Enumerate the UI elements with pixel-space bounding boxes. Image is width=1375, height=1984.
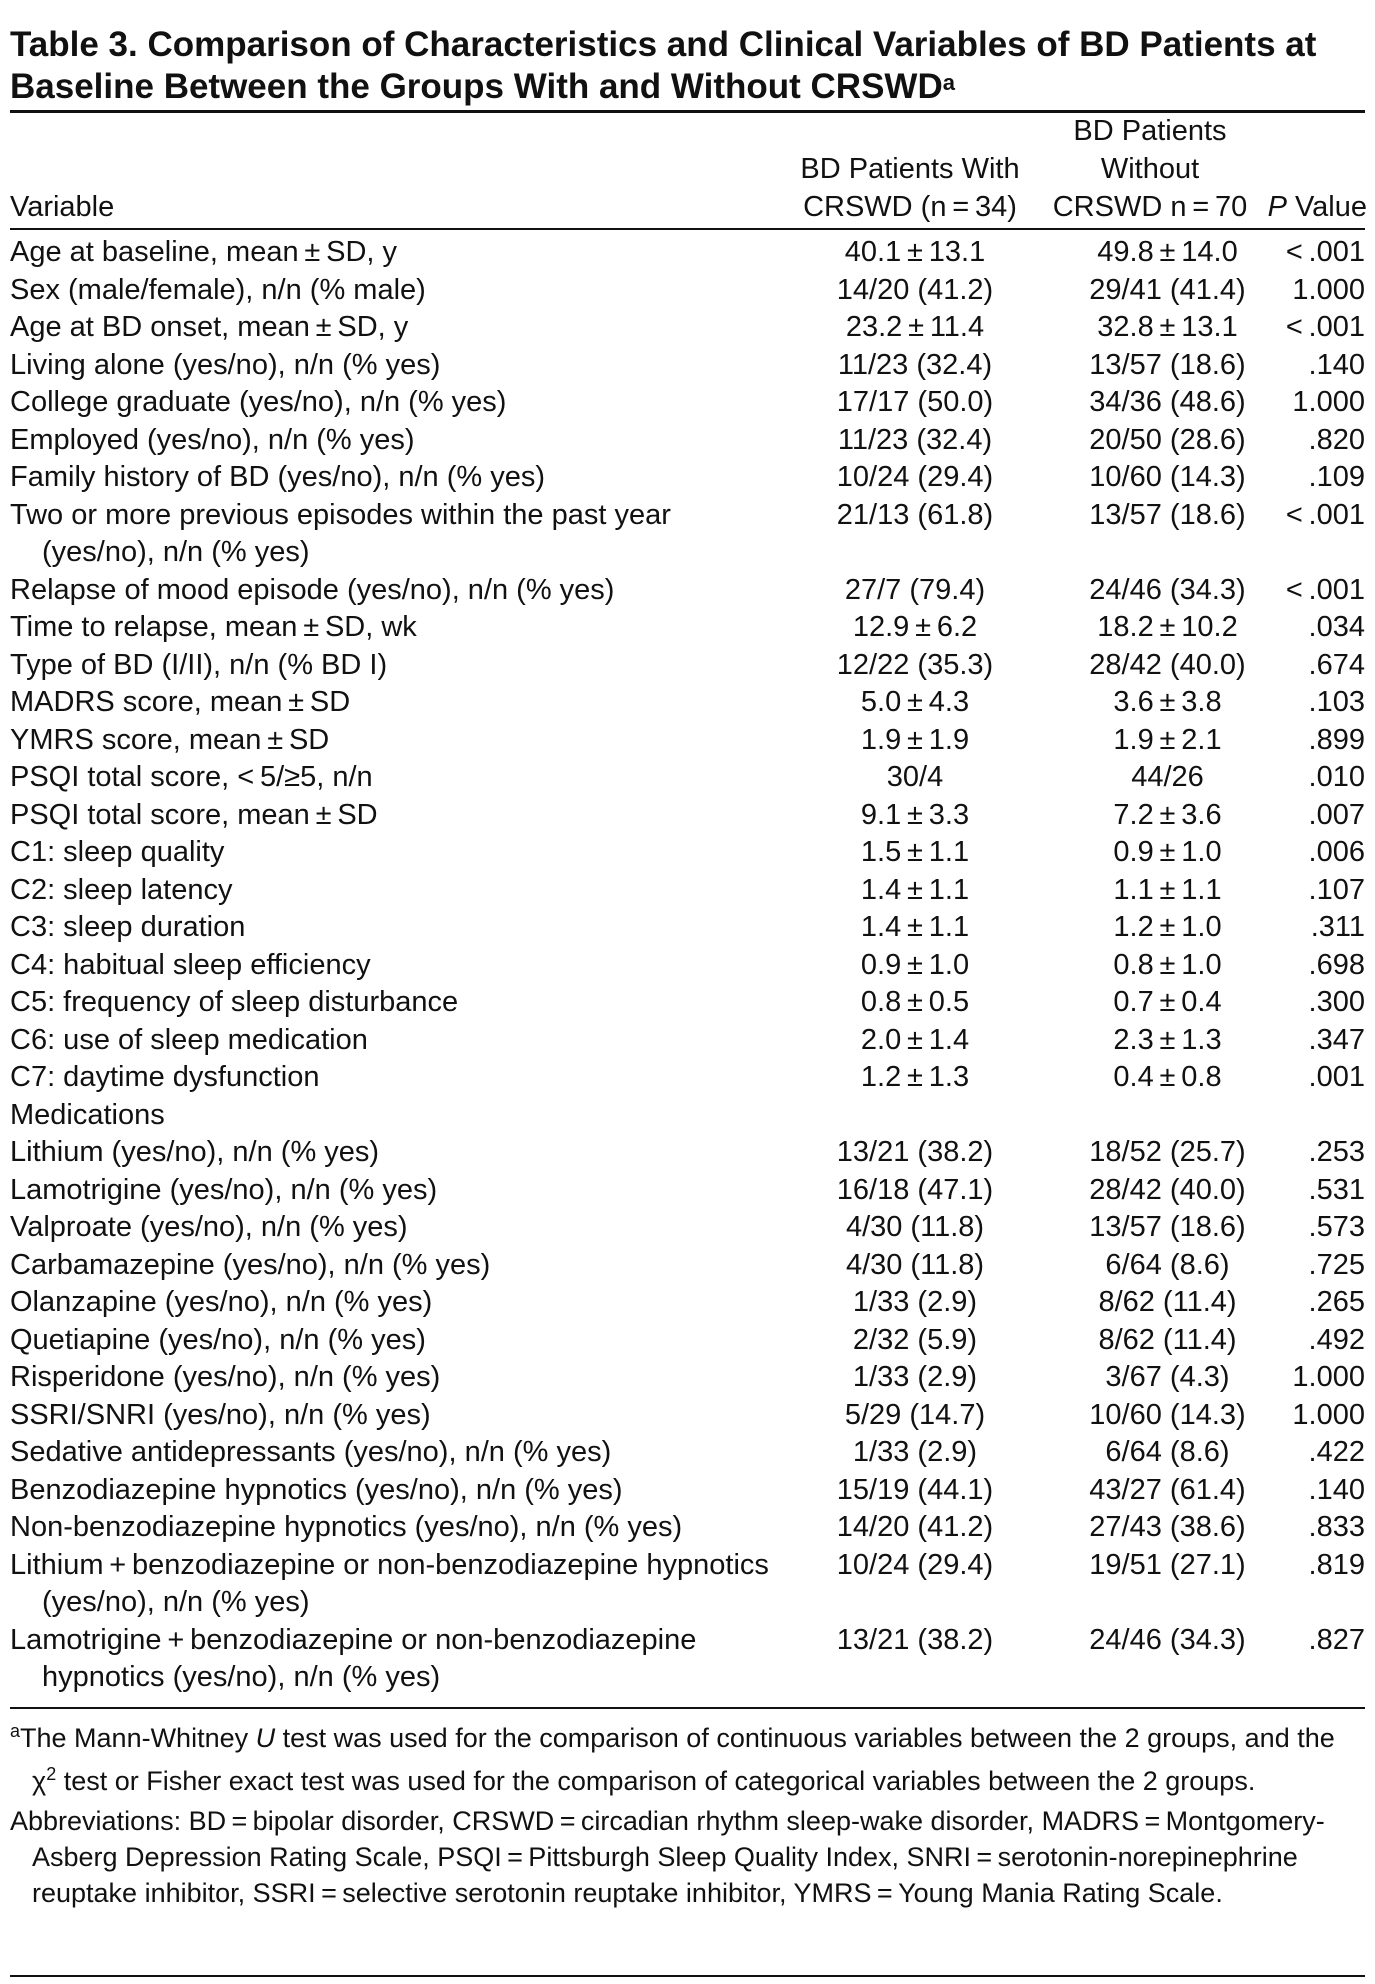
variable-label: C3: sleep duration xyxy=(10,911,246,943)
with-crswd-cell: 1/33 (2.9) xyxy=(852,1436,978,1468)
without-crswd-cell: 13/57 (18.6) xyxy=(1089,1211,1246,1243)
variable-cell xyxy=(10,1059,770,1097)
table-row xyxy=(10,272,1365,310)
without-crswd-cell: 10/60 (14.3) xyxy=(1089,1398,1246,1431)
table-row xyxy=(10,647,1365,685)
variable-cell xyxy=(10,1434,770,1472)
p-value-cell: .698 xyxy=(1308,948,1365,981)
p-value-cell: < .001 xyxy=(1285,573,1365,606)
header-p-value xyxy=(1262,188,1367,226)
without-crswd-cell: 10/60 (14.3) xyxy=(1089,461,1246,493)
with-crswd-cell: 27/7 (79.4) xyxy=(844,573,986,606)
with-crswd-cell: 14/20 (41.2) xyxy=(836,273,994,306)
p-value-cell: .034 xyxy=(1308,611,1365,643)
variable-label: C7: daytime dysfunction xyxy=(10,1061,320,1093)
with-crswd-cell: 4/30 (11.8) xyxy=(845,1211,985,1243)
variable-label: Age at baseline, mean ± SD, y xyxy=(10,236,398,268)
with-crswd-cell: 13/21 (38.2) xyxy=(836,1623,994,1656)
table-row xyxy=(10,1097,1365,1135)
variable-cell xyxy=(10,722,770,760)
variable-label: C2: sleep latency xyxy=(10,873,233,906)
table-row xyxy=(10,909,1365,947)
variable-cell xyxy=(10,234,770,272)
footnote-a-mark: a xyxy=(10,1721,21,1741)
p-value-cell: .311 xyxy=(1310,911,1365,943)
variable-label: Benzodiazepine hypnotics (yes/no), n/n (% yes) xyxy=(10,1473,623,1506)
with-crswd-cell: 10/24 (29.4) xyxy=(836,461,994,493)
variable-label: Lamotrigine + benzodiazepine or non-benzodiazepine hypnotics (yes/no), n/n (% yes) xyxy=(10,1623,697,1693)
p-value-cell: .725 xyxy=(1308,1248,1365,1281)
with-crswd-cell: 1/33 (2.9) xyxy=(852,1361,978,1393)
table-row xyxy=(10,984,1365,1022)
footnote-abbreviations: Abbreviations: BD = bipolar disorder, CRSWD = circadian rhythm sleep-wake disorder, MADRS = Montgomery-Asberg Depression Rating Scale, PSQI = Pittsburgh Sleep Quality Index, SNRI = serotonin-norepinephrine reuptake inhibitor, SSRI = selective serotonin reuptake inhibitor, YMRS = Young Mania Rating Scale. xyxy=(10,1806,1325,1908)
variable-cell xyxy=(10,572,770,610)
table-title-line2 xyxy=(10,66,1360,108)
variable-cell xyxy=(10,1547,770,1622)
variable-cell xyxy=(10,1247,770,1285)
without-crswd-cell: 7.2 ± 3.6 xyxy=(1113,798,1222,831)
variable-label: PSQI total score, < 5/≥5, n/n xyxy=(10,761,373,793)
table-row xyxy=(10,797,1365,835)
without-crswd-cell: 18/52 (25.7) xyxy=(1089,1136,1246,1168)
variable-cell xyxy=(10,872,770,910)
variable-cell xyxy=(10,834,770,872)
variable-label: Lamotrigine (yes/no), n/n (% yes) xyxy=(10,1173,438,1206)
variable-cell xyxy=(10,1509,770,1547)
variable-label: Medications xyxy=(10,1098,165,1131)
without-crswd-cell: 3.6 ± 3.8 xyxy=(1113,686,1222,718)
variable-cell xyxy=(10,609,770,647)
with-crswd-cell: 23.2 ± 11.4 xyxy=(845,311,985,343)
without-crswd-cell: 28/42 (40.0) xyxy=(1089,648,1246,681)
variable-cell xyxy=(10,422,770,460)
without-crswd-cell: 43/27 (61.4) xyxy=(1089,1473,1246,1506)
bottom-rule xyxy=(10,1707,1365,1709)
without-crswd-cell: 32.8 ± 13.1 xyxy=(1097,311,1238,343)
p-value-cell: 1.000 xyxy=(1292,386,1365,418)
p-value-cell: .820 xyxy=(1308,423,1365,456)
variable-cell xyxy=(10,759,770,797)
p-value-cell: .107 xyxy=(1308,873,1365,906)
without-crswd-cell: 13/57 (18.6) xyxy=(1089,348,1246,381)
table-title-footnote-mark: a xyxy=(942,70,955,95)
variable-cell xyxy=(10,384,770,422)
variable-cell xyxy=(10,1284,770,1322)
without-crswd-cell: 49.8 ± 14.0 xyxy=(1097,236,1238,268)
with-crswd-cell: 16/18 (47.1) xyxy=(836,1173,994,1206)
with-crswd-cell xyxy=(770,1097,1060,1135)
p-value-cell: .109 xyxy=(1308,461,1365,493)
p-value-cell: .140 xyxy=(1308,348,1365,381)
footnote-a xyxy=(10,1713,1360,1799)
variable-cell xyxy=(10,947,770,985)
table-row xyxy=(10,1434,1365,1472)
table-row xyxy=(10,497,1365,572)
without-crswd-cell: 24/46 (34.3) xyxy=(1089,573,1246,606)
without-crswd-cell: 24/46 (34.3) xyxy=(1089,1623,1246,1656)
table-row xyxy=(10,1622,1365,1697)
with-crswd-cell: 5.0 ± 4.3 xyxy=(860,686,970,718)
p-value-cell: .819 xyxy=(1308,1548,1365,1581)
variable-label: Risperidone (yes/no), n/n (% yes) xyxy=(10,1361,441,1393)
with-crswd-cell: 17/17 (50.0) xyxy=(836,386,994,418)
table-row xyxy=(10,684,1365,722)
variable-cell xyxy=(10,1097,770,1135)
variable-label: C1: sleep quality xyxy=(10,836,225,868)
with-crswd-cell: 15/19 (44.1) xyxy=(836,1473,994,1506)
table-row xyxy=(10,834,1365,872)
p-value-cell: 1.000 xyxy=(1292,1361,1365,1393)
without-crswd-cell: 29/41 (41.4) xyxy=(1089,273,1246,306)
with-crswd-cell: 40.1 ± 13.1 xyxy=(844,236,986,268)
variable-cell xyxy=(10,1022,770,1060)
footnotes xyxy=(10,1713,1360,1915)
header-p-rest: Value xyxy=(1286,191,1367,223)
p-value-cell: .007 xyxy=(1308,798,1365,831)
p-value-cell: < .001 xyxy=(1285,311,1365,343)
variable-label: Sedative antidepressants (yes/no), n/n (% yes) xyxy=(10,1436,612,1468)
with-crswd-cell: 11/23 (32.4) xyxy=(837,423,993,456)
table-row xyxy=(10,609,1365,647)
without-crswd-cell: 20/50 (28.6) xyxy=(1089,423,1246,456)
without-crswd-cell: 8/62 (11.4) xyxy=(1098,1323,1237,1356)
table-row xyxy=(10,1059,1365,1097)
header-with-line1: BD Patients With xyxy=(800,153,1020,185)
header-with-crswd xyxy=(760,150,1060,226)
p-value-cell: < .001 xyxy=(1285,498,1365,531)
p-value-cell: .899 xyxy=(1308,723,1365,756)
variable-label: Lithium + benzodiazepine or non-benzodiazepine hypnotics (yes/no), n/n (% yes) xyxy=(10,1548,769,1618)
variable-cell xyxy=(10,272,770,310)
variable-label: PSQI total score, mean ± SD xyxy=(10,798,378,831)
variable-cell xyxy=(10,1134,770,1172)
without-crswd-cell: 0.7 ± 0.4 xyxy=(1113,986,1222,1018)
table-title-line1: Table 3. Comparison of Characteristics and Clinical Variables of BD Patients at xyxy=(10,25,1317,64)
with-crswd-cell: 9.1 ± 3.3 xyxy=(860,798,970,831)
without-crswd-cell: 0.8 ± 1.0 xyxy=(1113,948,1222,981)
table-row xyxy=(10,722,1365,760)
with-crswd-cell: 1.4 ± 1.1 xyxy=(860,911,970,943)
variable-label: Family history of BD (yes/no), n/n (% yes) xyxy=(10,461,546,493)
variable-cell xyxy=(10,797,770,835)
with-crswd-cell: 12/22 (35.3) xyxy=(836,648,994,681)
footnote-a-u: U xyxy=(255,1723,276,1753)
variable-cell xyxy=(10,497,770,572)
with-crswd-cell: 4/30 (11.8) xyxy=(845,1248,985,1281)
without-crswd-cell: 0.9 ± 1.0 xyxy=(1113,836,1222,868)
variable-cell xyxy=(10,1172,770,1210)
variable-label: Carbamazepine (yes/no), n/n (% yes) xyxy=(10,1248,491,1281)
p-value-cell: 1.000 xyxy=(1292,273,1365,306)
variable-label: Time to relapse, mean ± SD, wk xyxy=(10,611,417,643)
without-crswd-cell: 2.3 ± 1.3 xyxy=(1113,1023,1222,1056)
table-row xyxy=(10,384,1365,422)
table-row xyxy=(10,1359,1365,1397)
header-with-line2: CRSWD (n = 34) xyxy=(803,191,1017,223)
variable-label: SSRI/SNRI (yes/no), n/n (% yes) xyxy=(10,1398,431,1431)
variable-cell xyxy=(10,1472,770,1510)
with-crswd-cell: 11/23 (32.4) xyxy=(837,348,993,381)
table-row xyxy=(10,422,1365,460)
variable-cell xyxy=(10,684,770,722)
header-without-line3: CRSWD n = 70 xyxy=(1052,191,1248,223)
p-value-cell: .300 xyxy=(1308,986,1365,1018)
table-row xyxy=(10,347,1365,385)
without-crswd-cell: 13/57 (18.6) xyxy=(1089,498,1246,531)
variable-label: Relapse of mood episode (yes/no), n/n (% yes) xyxy=(10,573,615,606)
table-title xyxy=(10,24,1360,108)
without-crswd-cell xyxy=(1060,1097,1275,1135)
variable-label: Employed (yes/no), n/n (% yes) xyxy=(10,423,415,456)
header-p-italic: P xyxy=(1267,191,1287,223)
footnote-a-text3: test or Fisher exact test was used for the comparison of categorical variables between the 2 groups. xyxy=(56,1766,1256,1796)
variable-cell xyxy=(10,984,770,1022)
table-row xyxy=(10,459,1365,497)
header-without-crswd xyxy=(1035,112,1265,226)
with-crswd-cell: 1.4 ± 1.1 xyxy=(860,873,970,906)
table-row xyxy=(10,1134,1365,1172)
variable-cell xyxy=(10,309,770,347)
without-crswd-cell: 34/36 (48.6) xyxy=(1089,386,1246,418)
variable-label: YMRS score, mean ± SD xyxy=(10,723,330,756)
without-crswd-cell: 18.2 ± 10.2 xyxy=(1097,611,1238,643)
with-crswd-cell: 1.9 ± 1.9 xyxy=(860,723,970,756)
with-crswd-cell: 1.5 ± 1.1 xyxy=(860,836,970,868)
with-crswd-cell: 0.9 ± 1.0 xyxy=(860,948,970,981)
with-crswd-cell: 12.9 ± 6.2 xyxy=(852,611,978,643)
without-crswd-cell: 27/43 (38.6) xyxy=(1089,1511,1246,1543)
p-value-cell: .010 xyxy=(1308,761,1365,793)
table-row xyxy=(10,309,1365,347)
without-crswd-cell: 1.2 ± 1.0 xyxy=(1113,911,1222,943)
data-table xyxy=(10,234,1365,1697)
table-row xyxy=(10,1022,1365,1060)
table-row xyxy=(10,1472,1365,1510)
without-crswd-cell: 6/64 (8.6) xyxy=(1105,1436,1230,1468)
table-row xyxy=(10,234,1365,272)
without-crswd-cell: 1.9 ± 2.1 xyxy=(1113,723,1222,756)
variable-cell xyxy=(10,347,770,385)
variable-label: Non-benzodiazepine hypnotics (yes/no), n/n (% yes) xyxy=(10,1511,683,1543)
variable-cell xyxy=(10,1209,770,1247)
table-row xyxy=(10,1397,1365,1435)
variable-cell xyxy=(10,459,770,497)
table-row xyxy=(10,1322,1365,1360)
table-title-line2-text: Baseline Between the Groups With and Without CRSWD xyxy=(10,67,943,106)
with-crswd-cell: 1/33 (2.9) xyxy=(852,1286,978,1318)
p-value-cell: .573 xyxy=(1308,1211,1365,1243)
table-row xyxy=(10,1284,1365,1322)
header-without-line1: BD Patients xyxy=(1073,115,1227,147)
with-crswd-cell: 2.0 ± 1.4 xyxy=(860,1023,970,1056)
p-value-cell: .006 xyxy=(1308,836,1365,868)
footnote-a-text1: The Mann-Whitney xyxy=(20,1723,256,1753)
table-row xyxy=(10,759,1365,797)
variable-label: C4: habitual sleep efficiency xyxy=(10,948,371,981)
table-row xyxy=(10,947,1365,985)
with-crswd-cell: 30/4 xyxy=(886,761,944,793)
table-row xyxy=(10,1247,1365,1285)
footer-rule xyxy=(10,1975,1365,1977)
data-table-body xyxy=(10,234,1365,1697)
header-without-line2: Without xyxy=(1100,153,1200,185)
footnote-a-text2: test was used for the comparison of continuous variables between the 2 groups, and the χ xyxy=(32,1723,1335,1796)
p-value-cell: .001 xyxy=(1308,1061,1365,1093)
variable-label: Valproate (yes/no), n/n (% yes) xyxy=(10,1211,408,1243)
variable-cell xyxy=(10,909,770,947)
without-crswd-cell: 28/42 (40.0) xyxy=(1089,1173,1246,1206)
variable-cell xyxy=(10,1622,770,1697)
without-crswd-cell: 6/64 (8.6) xyxy=(1105,1248,1230,1281)
footnote-a-squared: 2 xyxy=(46,1764,57,1784)
with-crswd-cell: 1.2 ± 1.3 xyxy=(860,1061,970,1093)
variable-label: C6: use of sleep medication xyxy=(10,1023,368,1056)
with-crswd-cell: 13/21 (38.2) xyxy=(836,1136,994,1168)
table-row xyxy=(10,1209,1365,1247)
with-crswd-cell: 14/20 (41.2) xyxy=(836,1511,994,1543)
header-rule xyxy=(10,228,1365,230)
with-crswd-cell: 0.8 ± 0.5 xyxy=(860,986,970,1018)
table-row xyxy=(10,1547,1365,1622)
p-value-cell: .492 xyxy=(1308,1323,1365,1356)
table-row xyxy=(10,872,1365,910)
with-crswd-cell: 21/13 (61.8) xyxy=(836,498,994,531)
variable-cell xyxy=(10,647,770,685)
with-crswd-cell: 2/32 (5.9) xyxy=(852,1323,978,1356)
p-value-cell: .265 xyxy=(1308,1286,1365,1318)
variable-cell xyxy=(10,1322,770,1360)
without-crswd-cell: 8/62 (11.4) xyxy=(1098,1286,1237,1318)
with-crswd-cell: 10/24 (29.4) xyxy=(836,1548,994,1581)
without-crswd-cell: 44/26 xyxy=(1131,761,1204,793)
p-value-cell: .253 xyxy=(1308,1136,1365,1168)
variable-label: Living alone (yes/no), n/n (% yes) xyxy=(10,348,441,381)
p-value-cell: .833 xyxy=(1308,1511,1365,1543)
variable-label: Type of BD (I/II), n/n (% BD I) xyxy=(10,648,388,681)
variable-label: College graduate (yes/no), n/n (% yes) xyxy=(10,386,507,418)
p-value-cell: .827 xyxy=(1308,1623,1365,1656)
without-crswd-cell: 19/51 (27.1) xyxy=(1089,1548,1246,1581)
p-value-cell: .674 xyxy=(1308,648,1365,681)
table-row xyxy=(10,572,1365,610)
p-value-cell: .103 xyxy=(1308,686,1365,718)
variable-cell xyxy=(10,1359,770,1397)
p-value-cell: 1.000 xyxy=(1292,1398,1365,1431)
without-crswd-cell: 3/67 (4.3) xyxy=(1105,1361,1230,1393)
without-crswd-cell: 1.1 ± 1.1 xyxy=(1113,873,1222,906)
variable-label: MADRS score, mean ± SD xyxy=(10,686,351,718)
variable-label: Quetiapine (yes/no), n/n (% yes) xyxy=(10,1323,426,1356)
with-crswd-cell: 5/29 (14.7) xyxy=(844,1398,986,1431)
p-value-cell: .531 xyxy=(1308,1173,1365,1206)
variable-label: C5: frequency of sleep disturbance xyxy=(10,986,459,1018)
header-variable: Variable xyxy=(10,191,115,223)
variable-label: Olanzapine (yes/no), n/n (% yes) xyxy=(10,1286,433,1318)
without-crswd-cell: 0.4 ± 0.8 xyxy=(1113,1061,1222,1093)
variable-label: Age at BD onset, mean ± SD, y xyxy=(10,311,409,343)
p-value-cell: .347 xyxy=(1308,1023,1365,1056)
variable-label: Sex (male/female), n/n (% male) xyxy=(10,273,426,306)
table-row xyxy=(10,1172,1365,1210)
p-value-cell: .140 xyxy=(1308,1473,1365,1506)
variable-label: Lithium (yes/no), n/n (% yes) xyxy=(10,1136,380,1168)
p-value-cell: < .001 xyxy=(1285,236,1365,268)
variable-cell xyxy=(10,1397,770,1435)
variable-label: Two or more previous episodes within the past year (yes/no), n/n (% yes) xyxy=(10,498,671,568)
table-row xyxy=(10,1509,1365,1547)
p-value-cell xyxy=(1275,1097,1365,1135)
p-value-cell: .422 xyxy=(1308,1436,1365,1468)
